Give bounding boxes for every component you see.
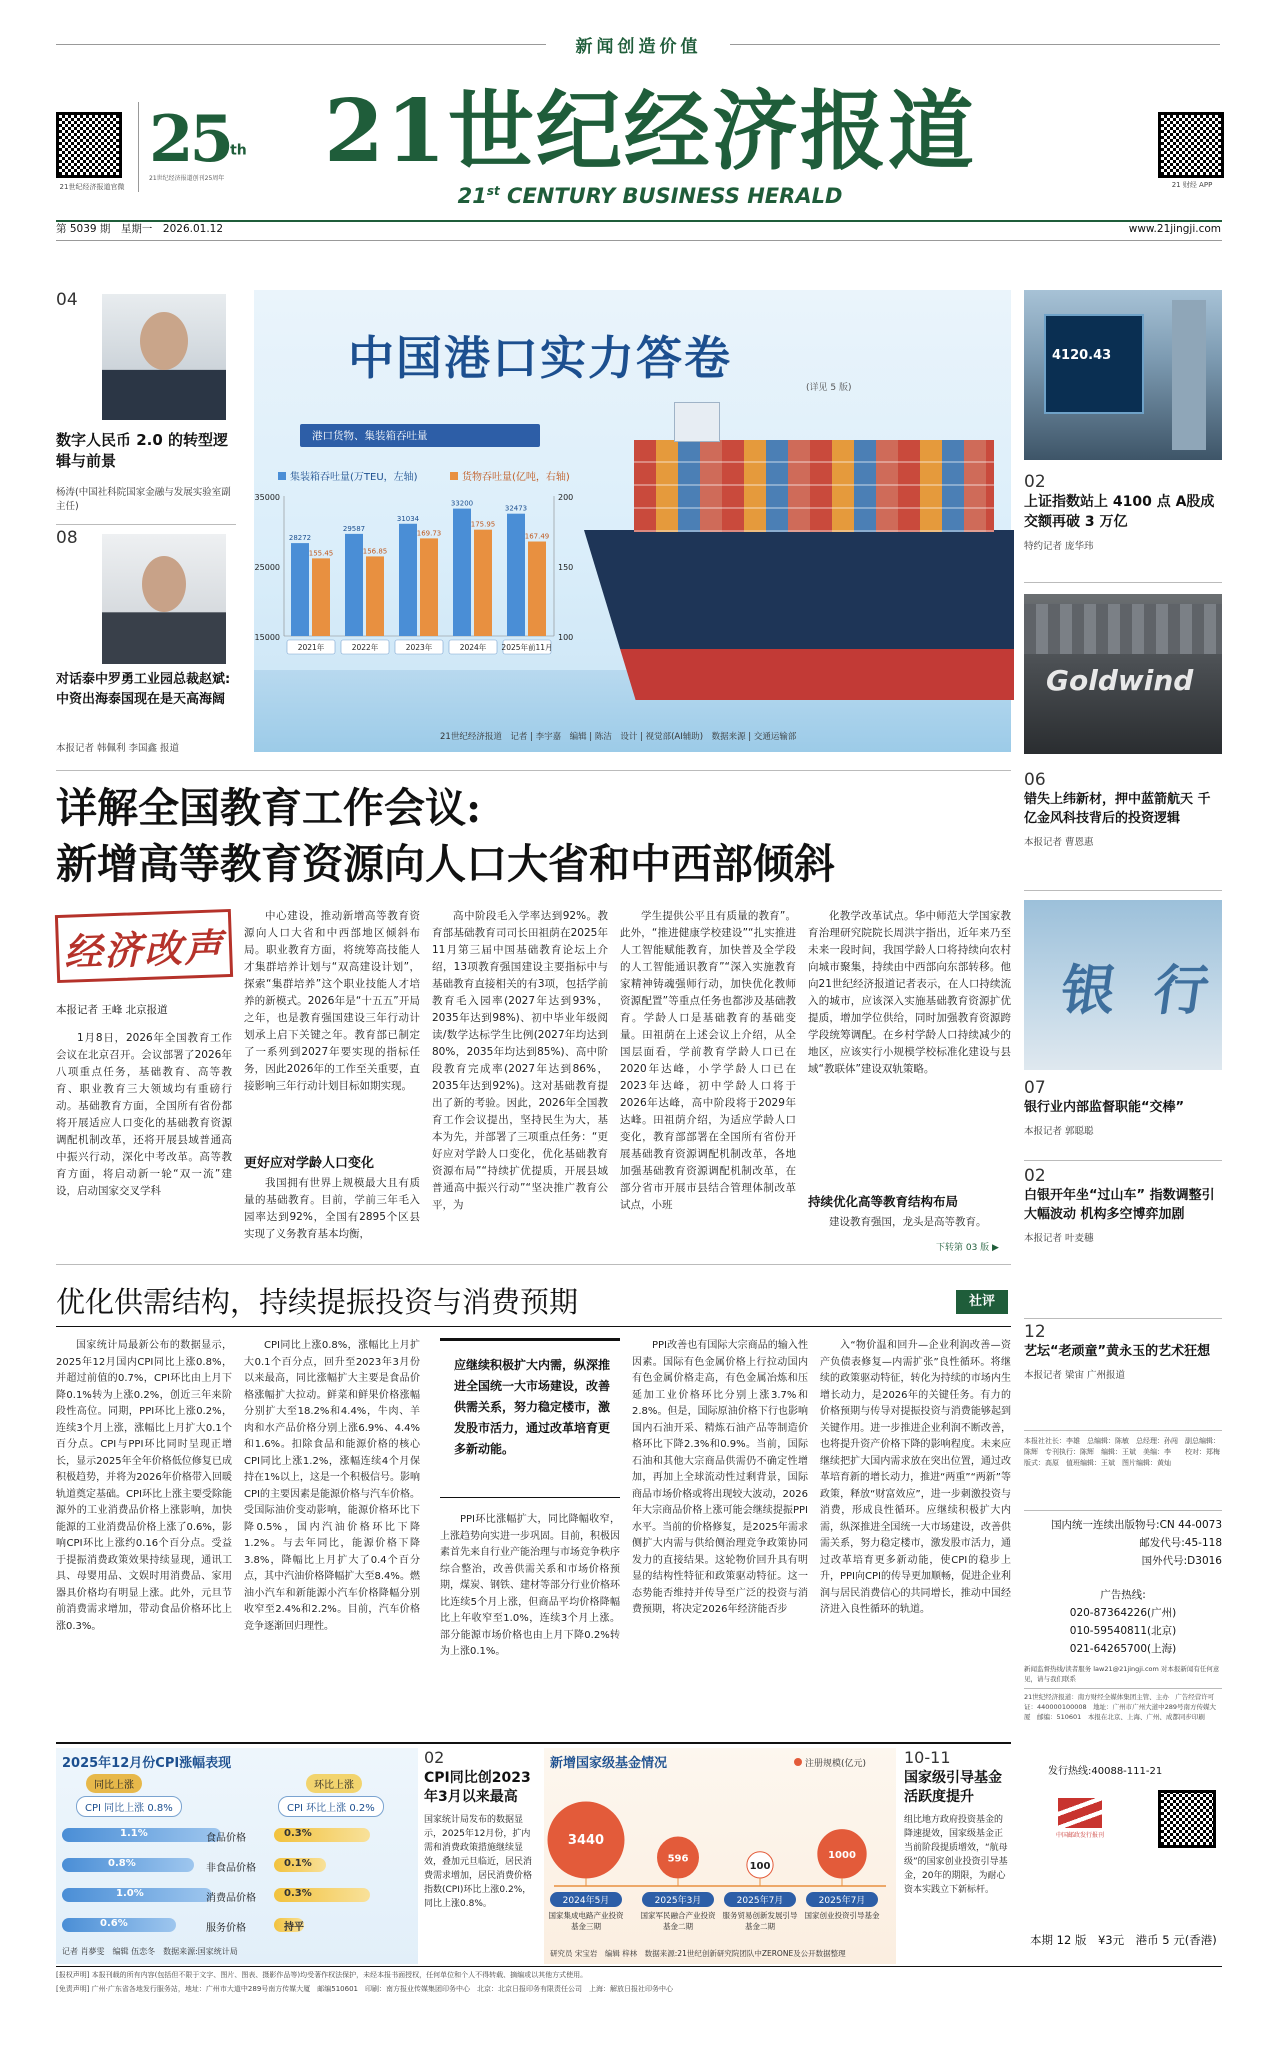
lead-col-5: 化教学改革试点。华中师范大学国家教育治理研究院院长周洪宇指出，近年来乃至未来一段时间，我国学龄人口将持续向农村向城市聚集，持续由中西部向东部转移。他向21世纪经济报道记者表示，在人口持续流入的城市，应该深入实施基础教育资源扩优提质，增加学位供给，同时加强教育资源跨学段统筹调配。在乡村学龄人口持续减少的地区，应该实行小规模学校标准化建设与县域“教联体”建设双轨策略。 xyxy=(808,910,1011,1075)
slogan: 新闻创造价值 xyxy=(575,37,702,57)
hero-tag: 港口货物、集装箱吞吐量 xyxy=(300,424,540,447)
fund-value-label: 1000 xyxy=(828,1849,856,1861)
container-value-label: 33200 xyxy=(450,499,474,508)
container-bar xyxy=(399,524,417,636)
cargo-bar xyxy=(366,556,384,636)
china-post-logo: 中国邮政发行报刊 xyxy=(1050,1798,1110,1848)
cpi-row xyxy=(56,1914,418,1938)
masthead-title: 21世纪经济报道 21st CENTURY BUSINESS HERALD xyxy=(324,81,976,208)
fund-name: 国家集成电路产业投资基金三期 xyxy=(548,1911,624,1931)
price-line: 本期 12 版 ¥3元 港币 5 元(香港) xyxy=(1030,1933,1217,1947)
qr-left-caption: 21世纪经济报道官微 xyxy=(59,183,125,191)
lead-col-1: 1月8日，2026年全国教育工作会议在北京召开。会议部署了2026年八项重点任务，基础教育、高等教育、职业教育三大领域均有重磅行动。基础教育方面，全国所有省份都将开展适应人口变化的基础教育资源调配机制改革，还将开展县域普通高中振兴行动，深化中考改革。高等教育方面，将启动新一轮“双一流”建设，启动国家交叉学科 xyxy=(56,1032,232,1197)
column-stamp: 经济改声 xyxy=(55,909,233,983)
category-label: 2025年前11月 xyxy=(501,643,553,652)
cpi-story[interactable]: 02 CPI同比创2023年3月以来最高 国家统计局发布的数据显示，2025年12月份，扩内需和消费政策措施继续显效，叠加元旦临近，居民消费需求增加，居民消费价格指数(CPI)环比上涨0.2%，同比上涨0.8%。 xyxy=(424,1748,533,1909)
mom-value: 0.3% xyxy=(284,1888,312,1899)
legend-container: 集装箱吞吐量(万TEU，左轴) xyxy=(278,468,418,483)
right-story-1[interactable]: 02 上证指数站上 4100 点 A股成交额再破 3 万亿 特约记者 庞华玮 xyxy=(1024,472,1215,552)
fund-date-chip: 2024年5月 xyxy=(550,1892,622,1907)
issue-line: 第 5039 期 星期一 2026.01.12 xyxy=(56,223,224,235)
bank-photo: 银 行 xyxy=(1024,900,1222,1070)
goldwind-photo: Goldwind xyxy=(1024,594,1222,754)
qr-code-wechat[interactable] xyxy=(56,112,122,178)
category-label: 2023年 xyxy=(405,643,433,652)
category-label: 2022年 xyxy=(351,643,379,652)
footer-line-2: [免责声明] 广州·广东省各地发行服务站，地址：广州市大道中289号南方传媒大厦 邮编510601 印刷：南方报业传媒集团印务中心 北京：北京日报印务有限责任公司 上海：解放日报社印务中心 xyxy=(56,1985,673,1993)
cpi-category-label: 非食品价格 xyxy=(206,1863,256,1874)
lead-subhead-2: 持续优化高等教育结构布局 xyxy=(808,1194,959,1209)
y-right-tick: 200 xyxy=(558,493,574,502)
lead-col-2b: 我国拥有世界上规模最大且有质量的基础教育。目前，学前三年毛入园率达到92%，全国有2895个区县实现了义务教育基本均衡， xyxy=(244,1177,420,1240)
container-value-label: 28272 xyxy=(288,534,312,543)
cargo-bar xyxy=(420,538,438,636)
y-right-tick: 100 xyxy=(558,633,574,642)
qr-code-app[interactable] xyxy=(1158,112,1224,178)
lead-headline: 详解全国教育工作会议: 新增高等教育资源向人口大省和中西部倾斜 xyxy=(56,784,835,888)
portrait-photo xyxy=(102,534,226,664)
fund-date-chip: 2025年7月 xyxy=(806,1892,878,1907)
continued-link[interactable]: 下转第 03 版 ▶ xyxy=(936,1243,999,1253)
category-label: 2021年 xyxy=(297,643,325,652)
cargo-bar xyxy=(312,558,330,636)
fund-name: 服务贸易创新发展引导基金二期 xyxy=(722,1911,798,1931)
cpi-infographic[interactable]: 2025年12月份CPI涨幅表现 同比上涨 环比上涨 CPI 同比上涨 0.8% CPI 环比上涨 0.2% 1.1% 食品价格 0.3% 0.8% 非食品价格 0.1% 1.0% 消费品价格 0.3% 0.6% 服务价格 持平 记者 肖夢雯 编辑 伍恋冬 数据来源:国家统计局 xyxy=(56,1748,418,1964)
lead-col-4: 学生提供公平且有质量的教育”。此外，“推进健康学校建设”“扎实推进人工智能赋能教育，加快普及全学段的人工智能通识教育”“深入实施教育家精神铸魂强师行动，加快优化教师资源配置”等重点任务也都涉及基础教育。学龄人口是基础教育的基础变量。田祖荫在上述会议上介绍，从全国层面看，学前教育学龄人口已在2020年达峰，小学学龄人口已在2023年达峰，初中学龄人口将于2026年达峰，高中阶段将于2029年达峰。田祖荫介绍，为适应学龄人口变化，教育部部署在全国所有省份开展基础教育资源调配机制改革，各地加强基础教育资源调配机制改革，在部分省市开展市县结合管理体制改革试点，小班 xyxy=(620,910,796,1211)
lead-byline: 本报记者 王峰 北京报道 xyxy=(56,1004,168,1016)
container-value-label: 31034 xyxy=(396,514,420,523)
mom-value: 0.3% xyxy=(284,1828,312,1839)
fund-value-label: 100 xyxy=(749,1860,771,1872)
distribution-hotline: 发行热线:40088-111-21 xyxy=(1048,1766,1163,1777)
left-story-2[interactable]: 08 对话泰中罗勇工业园总裁赵斌:中资出海泰国现在是天高海阔 本报记者 韩佩利 李国鑫 报道 xyxy=(56,528,231,754)
right-story-4[interactable]: 02 白银开年坐“过山车” 指数调整引大幅波动 机构多空博弈加剧 本报记者 叶麦穗 xyxy=(1024,1166,1215,1244)
yoy-value: 1.1% xyxy=(120,1828,148,1839)
container-value-label: 29587 xyxy=(342,524,366,533)
fund-date-chip: 2025年3月 xyxy=(642,1892,714,1907)
editorial-col-5: 入“物价温和回升—企业利润改善—资产负债表修复—内需扩张”良性循环。将继续的政策驱动特征，转化为持续的市场内生增长动力，是2026年的关键任务。有力的价格预期与传导对提振投资与消费能够起到关键作用。进一步推进企业利润不断改善，也将提升资产价格下降的影响程度。未来应继续把扩大国内需求放在突出位置，通过改革培育新的增长动力，推进“两重”“两新”等政策，释放“财富效应”，进一步刺激投资与消费，形成良性循环。应继续积极扩大内需，纵深推进全国统一大市场建设，改善供需关系，努力稳定楼市，激发股市活力，通过改革培育更多新动能，使CPI的稳步上升，PPI向CPI的传导更加顺畅，促进企业利润与居民消费信心的共同增长，推动中国经济进入良性循环的轨道。 xyxy=(820,1340,1011,1615)
editorial-pull-quote: 应继续积极扩大内需，纵深推进全国统一大市场建设，改善供需关系，努力稳定楼市，激发股市活力，通过改革培育更多新动能。 xyxy=(440,1338,620,1498)
footer-line-1: [报权声明] 本报刊载的所有内容(包括但不限于文字、图片、图表、摄影作品等)均受著作权法保护，未经本报书面授权，任何单位和个人不得转载、摘编或以其他方式使用。 xyxy=(56,1971,588,1979)
cargo-value-label: 169.73 xyxy=(416,529,442,538)
fund-date-chip: 2025年7月 xyxy=(724,1892,796,1907)
cargo-value-label: 175.95 xyxy=(470,520,496,529)
y-left-tick: 15000 xyxy=(254,633,280,642)
cargo-bar xyxy=(528,542,546,636)
qr-code-footer[interactable] xyxy=(1158,1790,1216,1848)
category-label: 2024年 xyxy=(459,643,487,652)
yoy-value: 0.6% xyxy=(100,1918,128,1929)
lead-col-2: 中心建设，推动新增高等教育资源向人口大省和中西部地区倾斜布局。职业教育方面，将统筹高技能人才集群培养计划与“双高建设计划”，探索“集群培养”这个职业技能人才培养的新模式。2026年是“十五五”开局之年，也是教育强国建设三年行动计划承上启下关键之年。教育部已制定了一系列到2027年要实现的指标任务，因此2026年的工作至关重要，直接影响三年行动计划目标如期实现。 xyxy=(244,910,420,1092)
hero-see-page: (详见 5 版) xyxy=(806,383,852,393)
staff-info: 本报社社长：李雄 总编辑：陈敏 总经理：孙闯 副总编辑：陈辉 专刊执行：陈辉 编辑：王斌 美编：李 校对：郑梅 版式：高原 值班编辑：王斌 图片编辑：黄灿 xyxy=(1024,1437,1227,1467)
editorial-col-1: 国家统计局最新公布的数据显示，2025年12月国内CPI同比上涨0.8%，并超过前值的0.7%，CPI环比由上月下降0.1%转为上涨0.2%，创近三年来阶段性高位。同期，PPI环比上涨0.2%，连续3个月上涨，涨幅比上月扩大0.1个百分点。CPI与PPI环比同时呈现正增长，显示2025年全年价格低位修复已成积极趋势，并将为2026年价格带入回暖轨道奠定基础。CPI环比上涨主要受除能源外的工业消费品价格上涨影响，加快能源的工业消费品价格上涨了0.6%，影响CPI环比上涨约0.16个百分点。受益于提振消费政策效果持续显现，通讯工具、母婴用品、文娱时用消费品、家用器具价格均有明显上涨。此外，元旦节前消费需求增加，带动食品价格环比上涨0.3%。 xyxy=(56,1340,232,1632)
ad-hotline: 广告热线: 020-87364226(广州) 010-59540811(北京) 021-64265700(上海) xyxy=(1069,1589,1177,1655)
cargo-value-label: 155.45 xyxy=(308,549,334,558)
cpi-row xyxy=(56,1884,418,1908)
yoy-value: 0.8% xyxy=(108,1858,136,1869)
cargo-value-label: 156.85 xyxy=(362,547,388,556)
right-story-2[interactable]: 06 错失上纬新材，押中蓝箭航天 千亿金风科技背后的投资逻辑 本报记者 曹恩惠 xyxy=(1024,770,1211,848)
y-left-tick: 25000 xyxy=(254,563,280,572)
editorial-col-2: CPI同比上涨0.8%，涨幅比上月扩大0.1个百分点，回升至2023年3月份以来最高，同比涨幅扩大主要是食品价格涨幅扩大拉动。鲜菜和鲜果价格涨幅分别扩大至18.2%和4.4%，牛肉、羊肉和水产品价格分别上涨6.9%、4.4%和1.6%。扣除食品和能源价格的核心CPI同比上涨1.2%，涨幅连续4个月保持在1%以上，这是一个积极信号。影响CPI的主要因素是能源价格与汽车价格。受国际油价变动影响，能源价格环比下降0.5%，国内汽油价格环比下降1.2%。与去年同比，能源价格下降3.8%，降幅比上月扩大了0.4个百分点，其中汽油价格降幅扩大至8.4%。燃油小汽车和新能源小汽车价格降幅分别收窄至2.4%和2.2%。目前，汽车价格竞争逐渐回归理性。 xyxy=(244,1340,420,1632)
mom-value: 持平 xyxy=(284,1922,304,1933)
container-value-label: 32473 xyxy=(504,504,528,513)
cpi-category-label: 食品价格 xyxy=(206,1833,246,1844)
cpi-row xyxy=(56,1854,418,1878)
y-left-tick: 35000 xyxy=(254,493,280,502)
right-story-5[interactable]: 12 艺坛“老顽童”黄永玉的艺术狂想 本报记者 梁宙 广州报道 xyxy=(1024,1322,1211,1381)
cpi-category-label: 服务价格 xyxy=(206,1923,246,1934)
editorial-col-4: PPI改善也有国际大宗商品的输入性因素。国际有色金属价格上行拉动国内有色金属价格走高，有色金属冶炼和压延加工业价格环比分别上涨3.7%和2.8%。但是，国际原油价格下行也影响国内石油开采、精炼石油产品等制造价格环比下降2.3%和0.9%。当前，国际石油和其他大宗商品供需仍不确定性增加，再加上全球流动性过剩背景，国际商品市场价格或将出现较大波动，2026年大宗商品价格上涨可能会继续提振PPI水平。当前的价格修复，是2025年需求侧扩大内需与供给侧治理竞争政策协同发力的直接结果。这轮物价回升具有明显的结构性特征和政策驱动特征。这一态势能否维持并传导至广泛的投资与消费预期，将决定2026年经济能否步 xyxy=(632,1340,808,1615)
fund-value-label: 3440 xyxy=(567,1833,605,1848)
yoy-value: 1.0% xyxy=(116,1888,144,1899)
portrait-photo xyxy=(102,294,226,420)
cargo-bar xyxy=(474,530,492,636)
stock-screen-photo: 4120.43 xyxy=(1024,290,1222,460)
lead-col-5b: 建设教育强国，龙头是高等教育。 xyxy=(829,1216,987,1228)
editorial-tag: 社评 xyxy=(956,1290,1008,1314)
container-bar xyxy=(453,509,471,636)
mom-value: 0.1% xyxy=(284,1858,312,1869)
legend-cargo: 货物吞吐量(亿吨，右轴) xyxy=(450,468,570,483)
y-right-tick: 150 xyxy=(558,563,574,572)
cpi-row xyxy=(56,1824,418,1848)
lead-col-3: 高中阶段毛入学率达到92%。教育部基础教育司司长田祖荫在2025年11月第三届中国基础教育论坛上介绍，13项教育强国建设主要指标中与基础教育直接相关的有3项，包括学前教育毛入园率(2027年达到93%，2035年达到98%)、初中毕业年级阅读/数学达标学生比例(2027年均达到80%，2035年均达到85%)、高中阶段教育完成率(2027年达到86%，2035年达到92%)。这对基础教育提出了新的考验。因此，2026年全国教育工作会议提出，坚持民生为大，基本为先，并部署了三项重点任务：“更好应对学龄人口变化，优化基础教育资源布局”“持续扩优提质，开展县域普通高中振兴行动”“坚决推广教育公平，为 xyxy=(432,910,608,1211)
hero-infographic[interactable] xyxy=(254,290,1011,752)
cargo-value-label: 167.49 xyxy=(524,532,550,541)
fund-name: 国家军民融合产业投资基金二期 xyxy=(640,1911,716,1931)
container-bar xyxy=(291,543,309,636)
cpi-category-label: 消费品价格 xyxy=(206,1893,256,1904)
ship-illustration xyxy=(584,530,1014,700)
hero-title: 中国港口实力答卷 xyxy=(348,331,732,385)
website[interactable]: www.21jingji.com xyxy=(1128,223,1221,235)
anniversary-logo: 25th 21世纪经济报道创刊25周年 xyxy=(138,102,238,192)
left-story-1[interactable]: 04 数字人民币 2.0 的转型逻辑与前景 杨涛(中国社科院国家金融与发展实验室副主任) xyxy=(56,290,231,512)
fund-chart xyxy=(544,1768,896,1908)
publisher-info: 21世纪经济报道：南方财经全媒体集团主管、主办 广告经营许可证：440000100008 地址：广州市广州大道中289号南方传媒大厦 邮编：510601 本报在北京、上海、广州、成都同步印刷 xyxy=(1024,1693,1217,1721)
hero-credits: 21世纪经济报道 记者 | 李宇嘉 编辑 | 陈洁 设计 | 视觉部(AI辅助) 数据来源 | 交通运输部 xyxy=(440,732,797,742)
right-story-3[interactable]: 07 银行业内部监督职能“交棒” 本报记者 郭聪聪 xyxy=(1024,1078,1185,1137)
fund-story[interactable]: 10-11 国家级引导基金活跃度提升 组比地方政府投资基金的降速提效，国家级基金正当前阶段提质增效，“航母级”的国家创业投资引导基金，20年的期限，为耐心资本实践立下新标杆。 xyxy=(904,1748,1008,1895)
container-bar xyxy=(507,514,525,636)
publication-numbers: 国内统一连续出版物号:CN 44-0073 邮发代号:45-118 国外代号:D3016 xyxy=(1051,1519,1222,1567)
port-throughput-chart xyxy=(254,484,584,664)
container-bar xyxy=(345,534,363,636)
qr-right-caption: 21 财经 APP xyxy=(1171,181,1213,189)
lead-subhead-1: 更好应对学龄人口变化 xyxy=(244,1156,375,1171)
fund-infographic[interactable]: 新增国家级基金情况 注册规模(亿元) 3440 596 100 1000 2024年5月 国家集成电路产业投资基金三期 2025年3月 国家军民融合产业投资基金二期 2025年7月 服务贸易创新发展引导基金二期 2025年7月 国家创业投资引导基金 研究员 宋宝岩 编辑 梓林 数据来源:21世纪创新研究院团队中ZERONE及公开数据整理 xyxy=(544,1748,896,1964)
feedback-note: 新闻监督热线/读者服务 law21@21jingji.com 对本报新闻有任何意见，请与我们联系 xyxy=(1024,1665,1220,1683)
editorial-col-3: PPI环比涨幅扩大，同比降幅收窄，上涨趋势向实进一步巩固。目前，积极因素首先来自行业产能治理与市场竞争秩序综合整治，改善供需关系和市场价格预期，煤炭、钢铁、建材等部分行业价格环比连续5个月上涨，但商品平均价格降幅比上年收窄至1.0%，连续3个月上涨。部分能源市场价格也由上月下降0.2%转为上涨0.1%。 xyxy=(440,1514,620,1657)
editorial-headline: 优化供需结构，持续提振投资与消费预期 xyxy=(56,1285,579,1319)
fund-value-label: 596 xyxy=(667,1853,689,1865)
fund-name: 国家创业投资引导基金 xyxy=(804,1911,880,1920)
